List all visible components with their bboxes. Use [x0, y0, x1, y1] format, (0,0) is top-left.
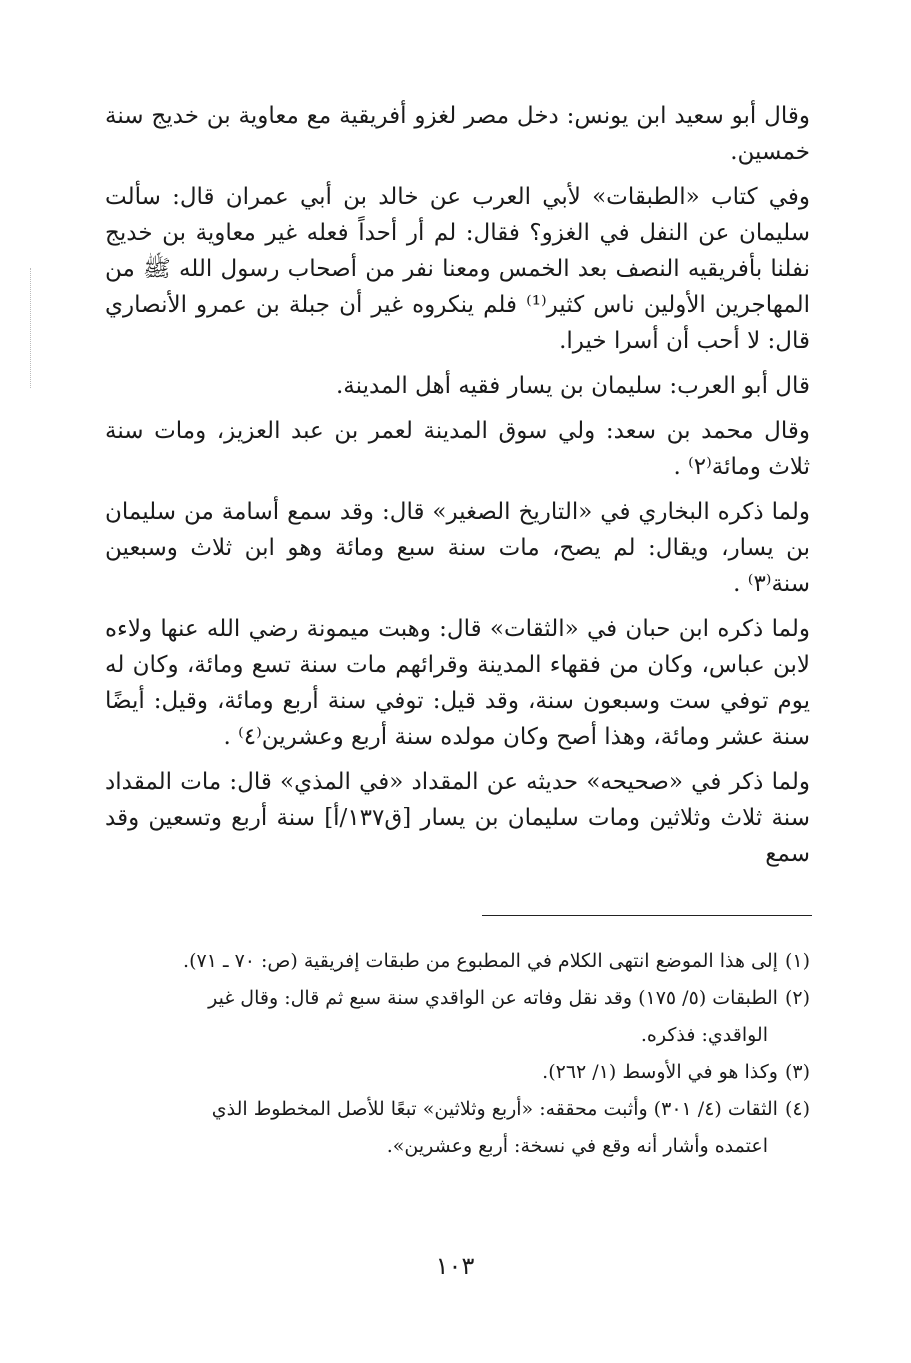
footnote-1 [105, 944, 810, 978]
paragraph-5: ولما ذكره البخاري في «التاريخ الصغير» قال: وقد سمع أسامة من سليمان بن يسار، ويقال: لم يصح، مات سنة سبع ومائة وهو ابن ثلاث وسبعين سنة⁽٣⁾ . [105, 499, 810, 597]
footnote-text: إلى هذا الموضع انتهى الكلام في المطبوع من طبقات إفريقية (ص: ٧٠ ـ ٧١). [183, 950, 778, 972]
footnote-3 [105, 1055, 810, 1089]
footnote-text: الثقات (٤/ ٣٠١) وأثبت محققه: «أربع وثلاثين» تبعًا للأصل المخطوط الذي [211, 1098, 778, 1120]
paragraph-1: وقال أبو سعيد ابن يونس: دخل مصر لغزو أفريقية مع معاوية بن خديج سنة خمسين. [105, 103, 810, 165]
footnote-text: الطبقات (٥/ ١٧٥) وقد نقل وفاته عن الواقدي سنة سبع ثم قال: وقال غير [208, 987, 778, 1009]
footnote-2 [105, 981, 810, 1015]
margin-mark [30, 268, 33, 388]
page-number: ١٠٣ [435, 1252, 475, 1280]
paragraph-3: قال أبو العرب: سليمان بن يسار فقيه أهل المدينة. [335, 373, 810, 399]
footnote-divider [482, 915, 812, 916]
footnote-number: (٤) [784, 1098, 810, 1120]
footnote-4 [105, 1092, 810, 1126]
footnotes [105, 944, 810, 1166]
footnote-text: وكذا هو في الأوسط (١/ ٢٦٢). [542, 1061, 778, 1083]
footnote-number: (١) [784, 950, 810, 972]
main-text [105, 98, 810, 881]
footnote-2-continuation: الواقدي: فذكره. [640, 1024, 768, 1046]
paragraph-6: ولما ذكره ابن حبان في «الثقات» قال: وهبت ميمونة رضي الله عنها ولاءه لابن عباس، وكان من فقهاء المدينة وقرائهم مات سنة تسع ومائة، وكان له يوم توفي ست وسبعون سنة، وقد قيل: توفي سنة أربع ومائة، وقيل: أيضًا سنة عشر ومائة، وهذا أصح وكان مولده سنة أربع وعشرين⁽٤⁾ . [105, 616, 810, 750]
footnote-number: (٢) [784, 987, 810, 1009]
footnote-number: (٣) [784, 1061, 810, 1083]
footnote-4-continuation: اعتمده وأشار أنه وقع في نسخة: أربع وعشرين». [386, 1135, 768, 1157]
paragraph-7: ولما ذكر في «صحيحه» حديثه عن المقداد «في المذي» قال: مات المقداد سنة ثلاث وثلاثين ومات سليمان بن يسار [ق١٣٧/أ] سنة أربع وتسعين وقد سمع [105, 769, 810, 867]
paragraph-4: وقال محمد بن سعد: ولي سوق المدينة لعمر بن عبد العزيز، ومات سنة ثلاث ومائة⁽٢⁾ . [105, 418, 810, 480]
paragraph-2: وفي كتاب «الطبقات» لأبي العرب عن خالد بن أبي عمران قال: سألت سليمان عن النفل في الغزو؟ فقال: لم أر أحداً فعله غير معاوية بن خديج نفلنا بأفريقيه النصف بعد الخمس ومعنا نفر من أصحاب رسول الله ﷺ من المهاجرين الأولين ناس كثير⁽¹⁾ فلم ينكروه غير أن جبلة بن عمرو الأنصاري قال: لا أحب أن أسرا خيرا. [105, 184, 811, 354]
